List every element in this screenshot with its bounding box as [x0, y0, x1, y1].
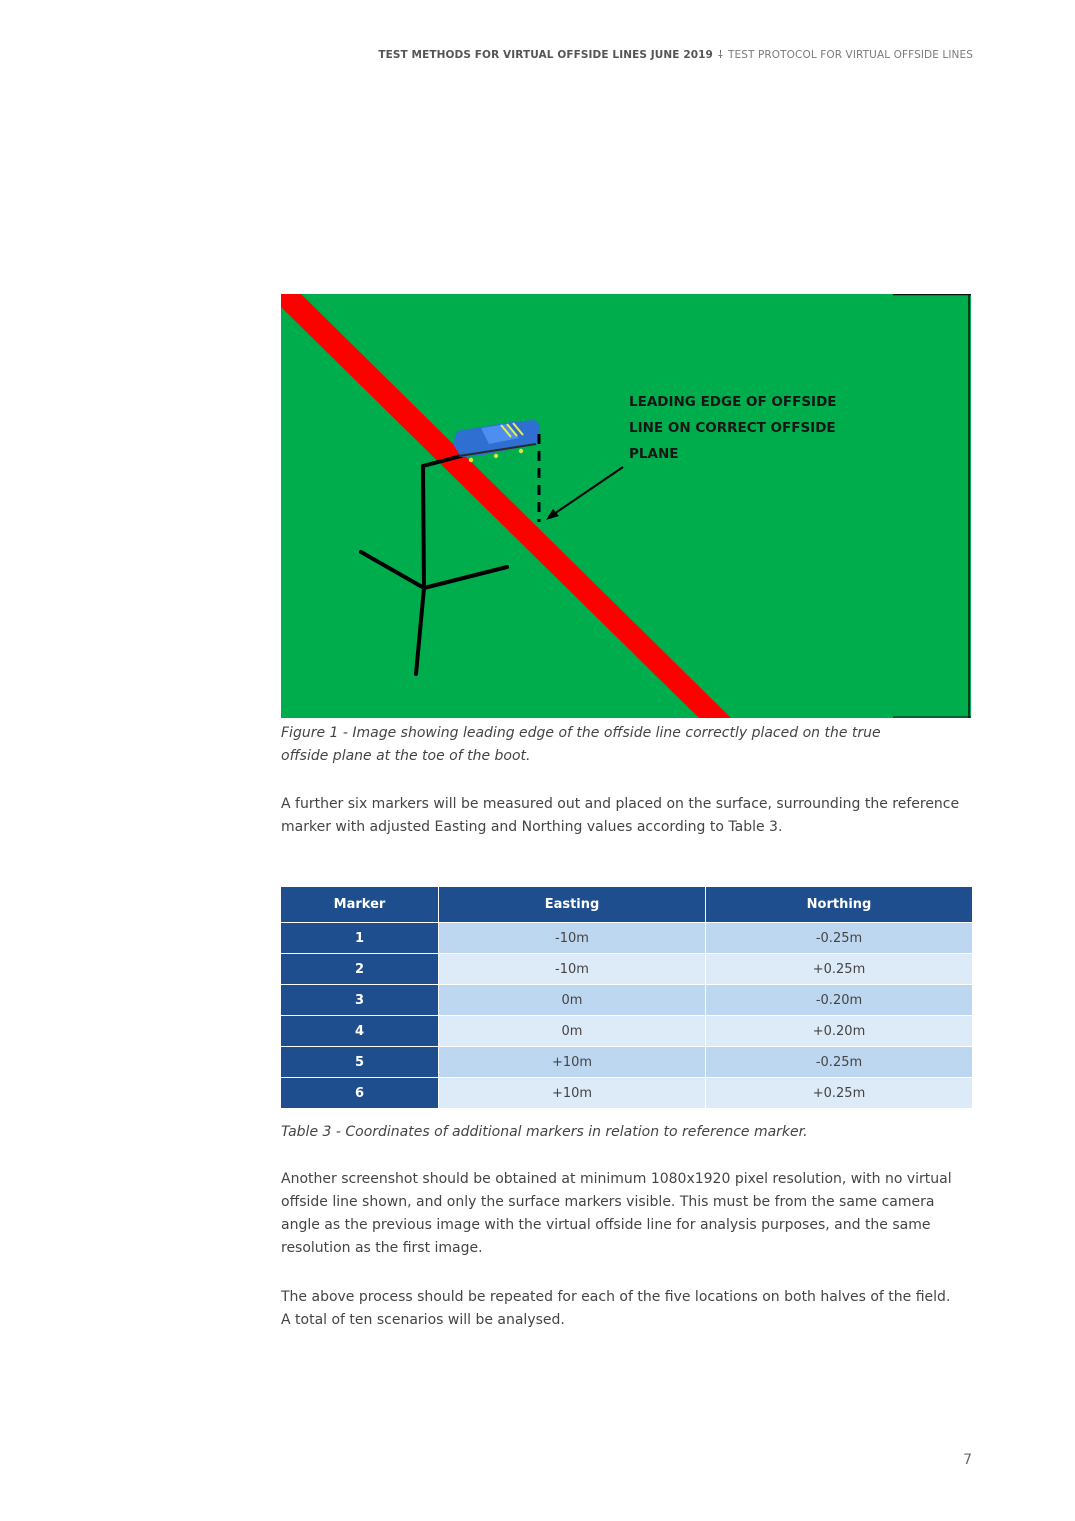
pitch-surface — [281, 294, 971, 718]
easting-cell: 0m — [439, 985, 706, 1016]
coordinates-table — [281, 887, 972, 1108]
figure-offside-diagram — [281, 294, 971, 718]
northing-cell: +0.25m — [706, 1078, 973, 1109]
marker-cell: 4 — [281, 1016, 439, 1047]
table-row — [281, 923, 972, 954]
northing-cell: -0.20m — [706, 985, 973, 1016]
page-number: 7 — [963, 1452, 972, 1468]
offside-illustration — [281, 294, 971, 718]
northing-cell: +0.20m — [706, 1016, 973, 1047]
easting-cell: 0m — [439, 1016, 706, 1047]
northing-cell: -0.25m — [706, 923, 973, 954]
section-title: TEST PROTOCOL FOR VIRTUAL OFFSIDE LINES — [727, 49, 973, 61]
marker-cell: 6 — [281, 1078, 439, 1109]
column-header-northing: Northing — [706, 887, 973, 923]
table-row — [281, 1047, 972, 1078]
table-row — [281, 1078, 972, 1109]
table-row — [281, 1016, 972, 1047]
easting-cell: -10m — [439, 954, 706, 985]
northing-cell: +0.25m — [706, 954, 973, 985]
table-header-row — [281, 887, 972, 923]
paragraph-screenshot-requirements: Another screenshot should be obtained at minimum 1080x1920 pixel resolution, with no virtual offside line shown, and only the surface markers visible. This must be from the same camera angle as the previous image with the virtual offside line for analysis purposes, and the same resolution as the first image. — [281, 1171, 952, 1256]
easting-cell: -10m — [439, 923, 706, 954]
player-leg — [423, 466, 424, 588]
annotation-line-2: LINE ON CORRECT OFFSIDE — [629, 420, 836, 436]
easting-cell: +10m — [439, 1047, 706, 1078]
figure-caption: Figure 1 - Image showing leading edge of the offside line correctly placed on the true offside plane at the toe of the boot. — [281, 725, 881, 764]
table-caption: Table 3 - Coordinates of additional markers in relation to reference marker. — [281, 1124, 808, 1140]
marker-cell: 2 — [281, 954, 439, 985]
running-header — [378, 48, 973, 62]
column-header-easting: Easting — [439, 887, 706, 923]
marker-cell: 3 — [281, 985, 439, 1016]
paragraph-markers-intro: A further six markers will be measured out and placed on the surface, surrounding the reference marker with adjusted Easting and Northing values according to Table 3. — [281, 796, 960, 835]
easting-cell: +10m — [439, 1078, 706, 1109]
marker-cell: 5 — [281, 1047, 439, 1078]
annotation-line-3: PLANE — [629, 446, 679, 462]
annotation-line-1: LEADING EDGE OF OFFSIDE — [629, 394, 837, 410]
column-header-marker: Marker — [281, 887, 439, 923]
marker-cell: 1 — [281, 923, 439, 954]
document-title: TEST METHODS FOR VIRTUAL OFFSIDE LINES JUNE 2019 — [378, 49, 713, 61]
table-row — [281, 985, 972, 1016]
table-row — [281, 954, 972, 985]
header-separator: ⸸ — [717, 49, 723, 61]
paragraph-repeat-process: The above process should be repeated for each of the five locations on both halves of the field. A total of ten scenarios will be analysed. — [281, 1289, 951, 1328]
northing-cell: -0.25m — [706, 1047, 973, 1078]
